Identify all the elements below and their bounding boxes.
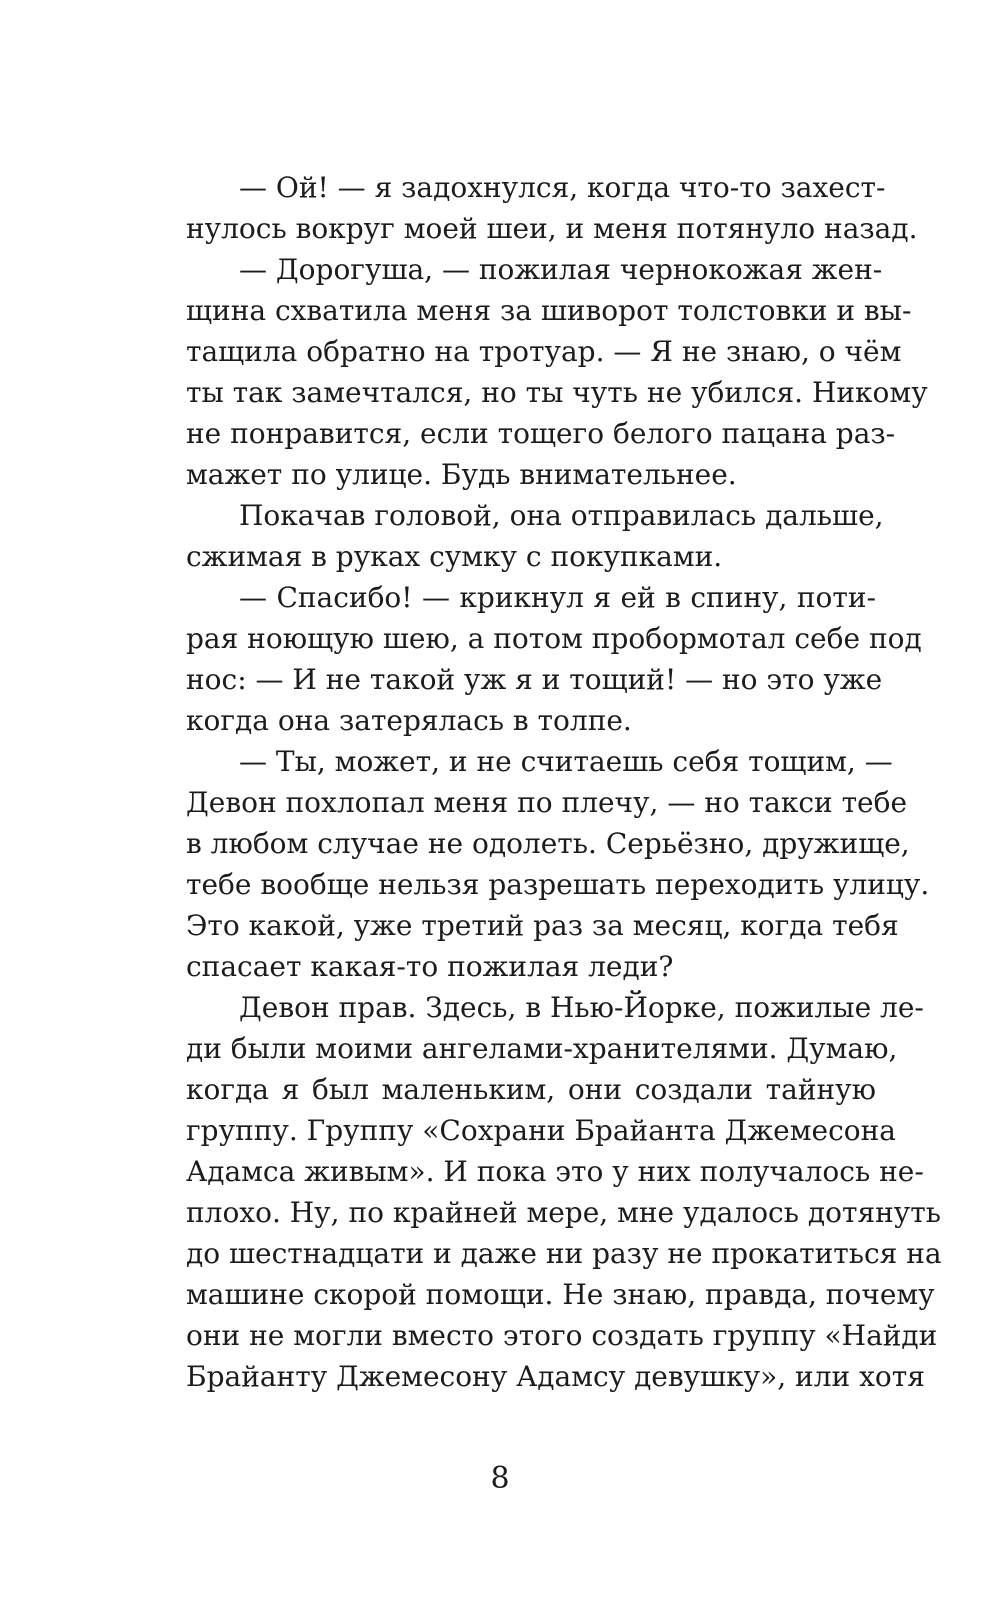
text-line: в любом случае не одолеть. Серьёзно, дружище, — [186, 827, 910, 860]
text-line: — Ты, может, и не считаешь себя тощим, — — [239, 745, 893, 778]
text-line: спасает какая-то пожилая леди? — [186, 950, 674, 983]
text-line: — Спасибо! — крикнул я ей в спину, поти- — [239, 581, 876, 614]
text-line: ди были моими ангелами-хранителями. Думаю, — [186, 1032, 898, 1065]
text-line: тебе вообще нельзя разрешать переходить улицу. — [186, 868, 930, 901]
text-line: не понравится, если тощего белого пацана раз- — [186, 417, 896, 450]
text-line: — Ой! — я задохнулся, когда что-то захест- — [239, 171, 886, 204]
text-line: до шестнадцати и даже ни разу не прокатиться на — [186, 1237, 942, 1270]
text-line: щина схватила меня за шиворот толстовки и вы- — [186, 294, 912, 327]
text-line: мажет по улице. Будь внимательнее. — [186, 458, 737, 491]
text-line: Покачав головой, она отправилась дальше, — [239, 499, 884, 532]
text-line: нулось вокруг моей шеи, и меня потянуло назад. — [186, 212, 918, 245]
text-line: ты так замечтался, но ты чуть не убился. Никому — [186, 376, 928, 409]
text-line: когда я был маленьким, они создали тайную — [186, 1073, 876, 1106]
text-line: Это какой, уже третий раз за месяц, когда тебя — [186, 909, 899, 942]
text-line: — Дорогуша, — пожилая чернокожая жен- — [239, 253, 883, 286]
text-line: когда она затерялась в толпе. — [186, 704, 632, 737]
text-line: Девон похлопал меня по плечу, — но такси тебе — [186, 786, 908, 819]
text-line: рая ноющую шею, а потом пробормотал себе под — [186, 622, 922, 655]
page-number: 8 — [490, 1461, 510, 1496]
text-line: тащила обратно на тротуар. — Я не знаю, о чём — [186, 335, 902, 368]
text-line: плохо. Ну, по крайней мере, мне удалось дотянуть — [186, 1196, 942, 1229]
text-line: Брайанту Джемесону Адамсу девушку», или хотя — [186, 1360, 925, 1393]
text-line: группу. Группу «Сохрани Брайанта Джемесона — [186, 1114, 896, 1147]
text-line: машине скорой помощи. Не знаю, правда, почему — [186, 1278, 935, 1311]
body-text — [186, 167, 942, 1397]
text-line: Девон прав. Здесь, в Нью-Йорке, пожилые ле- — [239, 991, 924, 1024]
text-line: сжимая в руках сумку с покупками. — [186, 540, 723, 573]
text-line: Адамса живым». И пока это у них получалось не- — [186, 1155, 924, 1188]
text-line: они не могли вместо этого создать группу «Найди — [186, 1319, 938, 1352]
text-line: нос: — И не такой уж я и тощий! — но это уже — [186, 663, 883, 696]
